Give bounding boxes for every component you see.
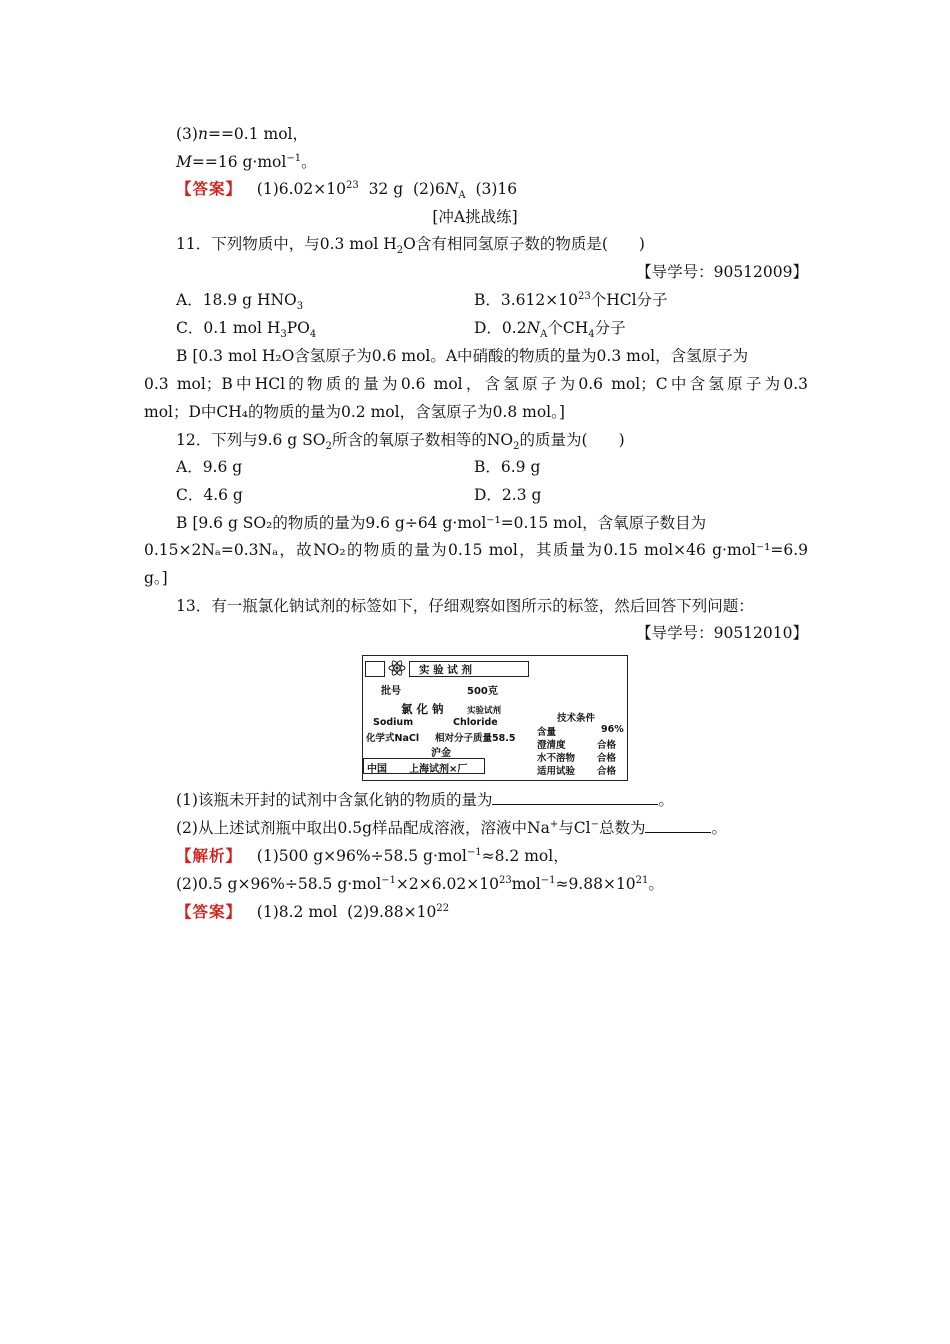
label-maker: 上海试剂×厂	[409, 764, 468, 775]
label-tech-title: 技术条件	[557, 713, 596, 724]
q12-solution-line-3: g。]	[144, 569, 168, 587]
label-tech-val-3: 合格	[597, 753, 617, 764]
q12-option-c[interactable]: C．4.6 g	[176, 486, 243, 504]
question-13-stem: 13．有一瓶氯化钠试剂的标签如下，仔细观察如图所示的标签，然后回答下列问题：	[176, 597, 754, 615]
answer-tag-13: 【答案】	[176, 902, 243, 921]
q13-analysis-line-2: (2)0.5 g×96%÷58.5 $g\cdot mol^{-1}\times 2\times 6.02\times 10^{23}mol^{-1}\approx 9.88\times 10^{21}$。	[176, 874, 664, 893]
q11-option-d[interactable]: D．$0.2N_A$个$CH_4$分子	[474, 319, 626, 341]
label-tech-val-2: 合格	[597, 740, 617, 751]
q11-option-a[interactable]: A．18.9 g $HNO_3$	[176, 291, 304, 313]
answer-line-m: M==16 g·mol$^{-1}$。	[176, 152, 317, 171]
q13-answer-line: 【答案】 (1)8.2 mol $(2)9.88\times 10^{22}$	[176, 902, 450, 921]
answer-line-1: 【答案】 $(1)6.02\times 10^{23}$ 32 g $(2)6N_A$ (3)16	[176, 179, 518, 202]
label-tech-key-1: 含量	[537, 727, 557, 738]
question-11-stem: 11．下列物质中，与0.3 mol $H_2O$含有相同氢原子数的物质是( )	[176, 235, 645, 257]
q12-solution-line-1: B [9.6 g SO₂的物质的量为9.6 g÷64 g·mol⁻¹=0.15 mol，含氧原子数目为	[176, 514, 707, 532]
section-title: [冲A挑战练]	[432, 208, 518, 226]
answer-line-3: (3)n==0.1 mol，	[176, 125, 308, 143]
label-tech-key-2: 澄清度	[537, 740, 566, 751]
answer-blank-1[interactable]	[492, 790, 658, 805]
answer-blank-2[interactable]	[645, 818, 711, 833]
label-name: 氯 化 钠	[401, 702, 444, 716]
question-12-stem: 12．下列与9.6 g $SO_2$所含的氧原子数相等的$NO_2$的质量为( )	[176, 431, 625, 453]
q12-option-a[interactable]: A．9.6 g	[176, 458, 243, 476]
q12-option-b[interactable]: B．6.9 g	[474, 458, 541, 476]
q11-solution-line-2: 0.3 mol；B中HCl的物质的量为0.6 mol，含氢原子为0.6 mol；C中含氢原子为0.3	[144, 375, 808, 393]
q12-option-d[interactable]: D．2.3 g	[474, 486, 542, 504]
analysis-tag: 【解析】	[176, 846, 243, 865]
label-molecular-weight: 相对分子质量58.5	[435, 733, 516, 744]
label-title: 实 验 试 剂	[419, 664, 472, 676]
label-tech-val-1: 96%	[601, 724, 624, 735]
label-blank-box	[365, 661, 385, 677]
label-brand: 沪金	[431, 748, 451, 759]
label-chloride: Chloride	[453, 717, 498, 728]
q11-solution-line-3: mol；D中CH₄的物质的量为0.2 mol，含氢原子为0.8 mol。]	[144, 403, 565, 421]
q11-option-b[interactable]: B．$3.612\times 10^{23}$个HCl分子	[474, 290, 668, 309]
atom-icon	[387, 660, 407, 676]
reagent-label-figure	[362, 655, 628, 781]
answer-tag: 【答案】	[176, 179, 243, 198]
label-formula: 化学式NaCl	[366, 733, 420, 744]
label-tech-val-4: 合格	[597, 766, 617, 777]
q11-option-c[interactable]: C．0.1 mol $H_3PO_4$	[176, 319, 317, 341]
q13-sub-question-1: (1)该瓶未开封的试剂中含氯化钠的物质的量为 。	[176, 791, 674, 809]
q11-solution-line-1: B [0.3 mol H₂O含氢原子为0.6 mol。A中硝酸的物质的量为0.3 mol，含氢原子为	[176, 347, 749, 365]
q13-sub-question-2: (2)从上述试剂瓶中取出0.5g样品配成溶液，溶液中Na+与Cl−总数为 。	[176, 818, 727, 837]
label-grade: 实验试剂	[467, 706, 502, 716]
label-weight: 500克	[467, 686, 498, 697]
label-tech-key-4: 适用试验	[537, 766, 576, 777]
guide-number-11: 【导学号：90512009】	[636, 263, 808, 281]
guide-number-13: 【导学号：90512010】	[636, 624, 808, 642]
q13-analysis-line-1: 【解析】 (1)500 g×96%÷58.5 g·mol$^{-1}$≈8.2 mol，	[176, 846, 569, 865]
label-batch: 批号	[381, 686, 401, 697]
label-country: 中国	[367, 764, 387, 775]
label-sodium: Sodium	[373, 717, 414, 728]
label-tech-key-3: 水不溶物	[537, 753, 576, 764]
q12-solution-line-2: 0.15×2Nₐ=0.3Nₐ，故NO₂的物质的量为0.15 mol，其质量为0.15 mol×46 g·mol⁻¹=6.9	[144, 541, 808, 559]
